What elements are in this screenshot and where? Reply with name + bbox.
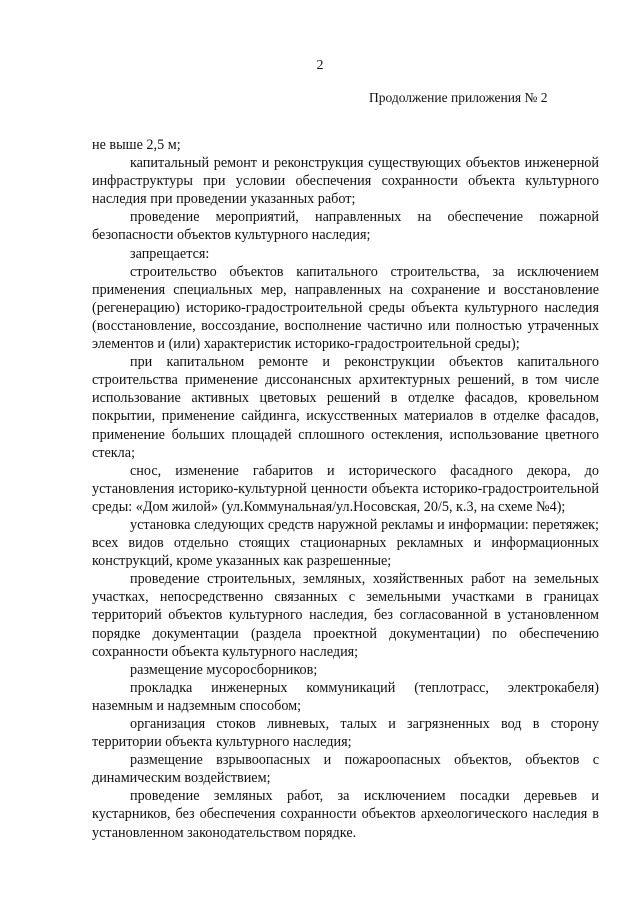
paragraph: организация стоков ливневых, талых и загрязненных вод в сторону территории объекта культурного наследия; <box>92 716 599 751</box>
paragraph: размещение мусоросборников; <box>130 661 318 678</box>
paragraph: установка следующих средств наружной рекламы и информации: перетяжек; всех видов отдельно стоящих стационарных рекламных и информационных конструкций, кроме указанных как разрешенные; <box>92 516 599 570</box>
appendix-continuation-header: Продолжение приложения № 2 <box>369 90 548 105</box>
paragraph: строительство объектов капитального строительства, за исключением применения специальных мер, направленных на сохранение и восстановление (регенерацию) историко-градостроительной среды объекта культурного наследия (восстановление, воссоздание, восполнение частично или полностью утраченных элементов и (или) характеристик историко-градостроительной среды); <box>92 263 599 353</box>
paragraph: снос, изменение габаритов и исторического фасадного декора, до установления историко-культурной ценности объекта историко-градостроительной среды: «Дом жилой» (ул.Коммунальная/ул.Носовская, 20/5, к.3, на схеме №4); <box>92 462 599 515</box>
paragraph: капитальный ремонт и реконструкция существующих объектов инженерной инфраструктуры при условии обеспечения сохранности объекта культурного наследия при проведении указанных работ; <box>92 155 599 208</box>
paragraph: запрещается: <box>130 245 210 262</box>
paragraph: проведение строительных, земляных, хозяйственных работ на земельных участках, непосредственно связанных с земельными участками в границах территорий объектов культурного наследия, без согласованной в установленном порядке документации (раздела проектной документации) по обеспечению сохранности объекта культурного наследия; <box>92 571 599 660</box>
document-body <box>92 136 599 842</box>
paragraph: прокладка инженерных коммуникаций (теплотрасс, электрокабеля) наземным и надземным способом; <box>92 679 599 714</box>
paragraph: проведение земляных работ, за исключением посадки деревьев и кустарников, без обеспечения сохранности объектов археологического наследия в установленном законодательством порядке. <box>92 788 599 841</box>
paragraph: не выше 2,5 м; <box>92 137 181 153</box>
paragraph: при капитальном ремонте и реконструкции объектов капитального строительства применение диссонансных архитектурных решений, в том числе использование активных цветовых решений в отделке фасадов, кровельном покрытии, применение сайдинга, искусственных материалов в отделке фасадов, применение больших площадей сплошного остекления, использование цветного стекла; <box>92 354 599 461</box>
paragraph: размещение взрывоопасных и пожароопасных объектов, объектов с динамическим воздействием; <box>92 752 599 787</box>
paragraph: проведение мероприятий, направленных на обеспечение пожарной безопасности объектов культурного наследия; <box>92 209 599 244</box>
page-number: 2 <box>316 58 324 73</box>
